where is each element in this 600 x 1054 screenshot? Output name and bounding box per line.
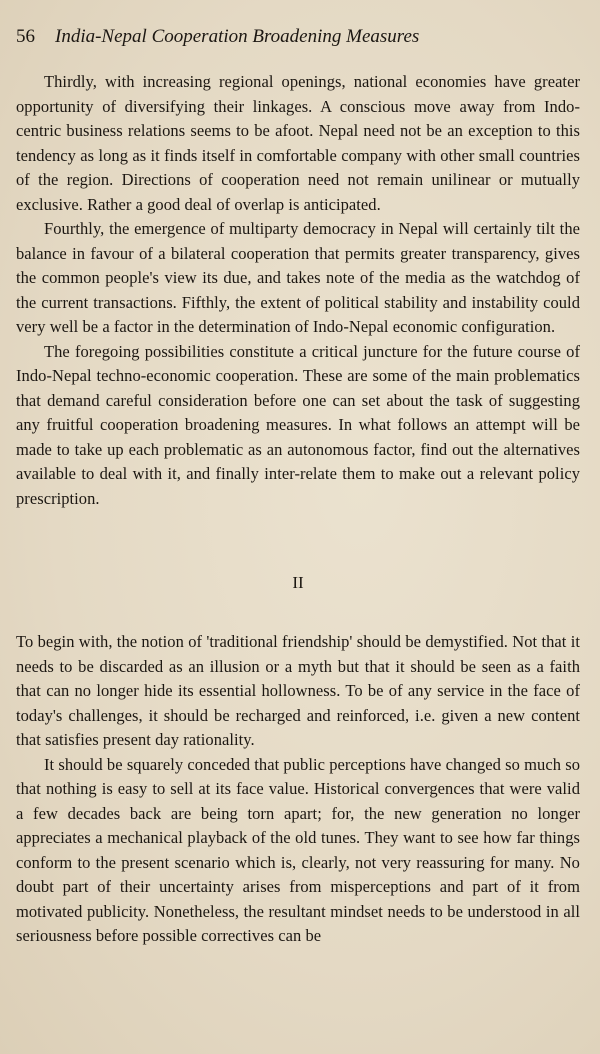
- paragraph-public-perceptions: It should be squarely conceded that public perceptions have changed so much so that nothing is easy to sell at its face value. Historical convergences that were valid a few decades back are being torn apart; for, the new generation no longer appreciates a mechanical playback of the old tunes. They want to see how far things conform to the present scenario which is, clearly, not very reassuring for many. No doubt part of their uncertainty arises from misperceptions and part of it from motivated publicity. Nonetheless, the resultant mindset needs to be understood in all seriousness before possible correctives can be: [16, 754, 580, 945]
- paragraph-thirdly: Thirdly, with increasing regional openings, national economies have greater opportunity of diversifying their linkages. A conscious move away from Indo-centric business relations seems to be afoot. Nepal need not be an exception to this tendency as long as it finds itself in comfortable company with other small countries of the region. Directions of cooperation need not remain unilinear or mutually exclusive. Rather a good deal of overlap is anticipated.: [16, 72, 580, 214]
- paragraph-foregoing: The foregoing possibilities constitute a critical juncture for the future course of Indo-Nepal techno-economic cooperation. These are some of the main problematics that demand careful consideration before one can set about the task of suggesting any fruitful cooperation broadening measures. In what follows an attempt will be made to take up each problematic as an autonomous factor, find out the alternatives available to deal with it, and finally inter-relate them to make out a relevant policy prescription.: [16, 341, 580, 508]
- running-title: India-Nepal Cooperation Broadening Measures: [55, 26, 420, 47]
- section-heading: II: [292, 573, 304, 592]
- paragraph-fourthly: Fourthly, the emergence of multiparty democracy in Nepal will certainly tilt the balance in favour of a bilateral cooperation that permits greater transparency, gives the common people's view its due, and takes note of the media as the watchdog of the current transactions. Fifthly, the extent of political stability and instability could very well be a factor in the determination of Indo-Nepal economic configuration.: [16, 219, 580, 336]
- page-number: 56: [16, 26, 35, 47]
- section-one: [16, 70, 580, 511]
- running-head: [16, 24, 580, 50]
- paragraph-traditional-friendship: To begin with, the notion of 'traditional friendship' should be demystified. Not that it needs to be discarded as an illusion or a myth but that it should be seen as a faith that can no longer hide its essential hollowness. To be of any service in the face of today's challenges, it should be recharged and reinforced, i.e. given a new content that satisfies present day rationality.: [16, 632, 580, 749]
- section-two: [16, 630, 580, 949]
